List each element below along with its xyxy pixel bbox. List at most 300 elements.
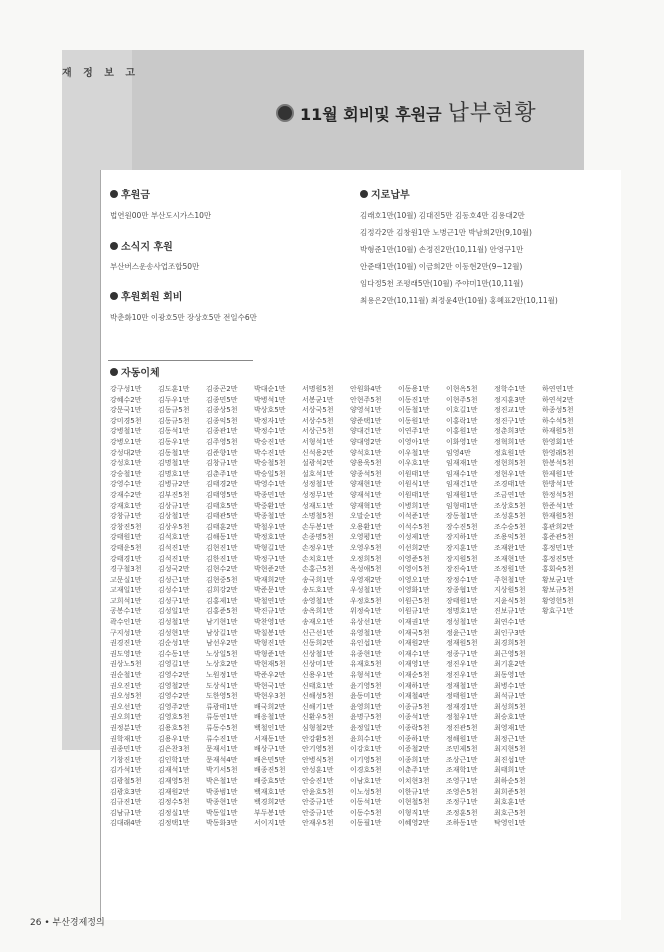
list-item: 김홍준5천 <box>206 607 238 616</box>
list-item: 장정수1만 <box>446 575 478 584</box>
list-item: 송재오1만 <box>302 618 334 627</box>
list-item: 양종석5천 <box>350 469 382 478</box>
list-item: 진보규1만 <box>494 607 526 616</box>
list-item: 김창규1만 <box>206 459 238 468</box>
list-item: 송옥희1만 <box>302 607 334 616</box>
list-item: 김상우5천 <box>158 522 190 531</box>
list-item: 안원화4만 <box>350 385 382 393</box>
list-item: 박정자1만 <box>254 416 286 425</box>
list-item: 유재호5천 <box>350 660 382 669</box>
footer-separator: • <box>44 918 53 928</box>
list-item: 안병식5천 <box>302 755 334 764</box>
list-item: 강병철1만 <box>110 427 142 436</box>
list-item: 김영수2만 <box>158 692 190 701</box>
list-item: 손치호1만 <box>302 554 334 563</box>
list-item: 한재원5천 <box>542 512 574 521</box>
list-item: 공봉수1만 <box>110 607 142 616</box>
list-item: 권순철1만 <box>110 671 142 680</box>
name-column <box>446 384 492 829</box>
list-item: 배종진5천 <box>254 766 286 775</box>
list-item: 김영호5천 <box>158 713 190 722</box>
list-item: 오정희5천 <box>350 554 382 563</box>
list-item: 이영이5천 <box>398 565 430 574</box>
list-item: 김정수5천 <box>158 798 190 807</box>
name-column <box>110 384 156 829</box>
list-item: 한방석1만 <box>542 480 574 489</box>
list-item: 이재국5천 <box>398 628 430 637</box>
list-item: 이원규1만 <box>398 607 430 616</box>
list-item: 조용익5천 <box>494 533 526 542</box>
list-item: 손정우1만 <box>302 543 334 552</box>
list-item: 조정훈5천 <box>446 808 478 817</box>
list-item: 이종하1만 <box>398 734 430 743</box>
list-item: 남상길1만 <box>206 628 238 637</box>
list-item: 노상호2만 <box>206 660 238 669</box>
giro-heading-label: 지로납부 <box>371 190 410 201</box>
list-item: 한제원1만 <box>542 469 574 478</box>
list-item: 조영구1만 <box>446 776 478 785</box>
list-item: 황효구1만 <box>542 607 574 616</box>
list-item: 박준우2만 <box>254 671 286 680</box>
list-item: 김정택1만 <box>158 819 190 828</box>
list-item: 강구성1만 <box>110 385 142 393</box>
bullet-icon <box>110 190 118 198</box>
list-item: 김동석1만 <box>158 427 190 436</box>
list-item: 고문실1만 <box>110 575 142 584</box>
list-item: 이동진1만 <box>398 395 430 404</box>
list-item: 조영은5천 <box>446 787 478 796</box>
list-item: 권오성5천 <box>110 692 142 701</box>
list-item: 박승진1만 <box>254 437 286 446</box>
list-item: 하수석5천 <box>542 416 574 425</box>
list-item: 이종락5천 <box>398 724 430 732</box>
list-item: 이석준1만 <box>398 512 430 521</box>
list-item: 이현주5천 <box>446 395 478 404</box>
list-item: 신태호1만 <box>302 681 334 690</box>
list-item: 경구철3천 <box>110 565 142 574</box>
name-column <box>302 384 348 829</box>
list-item: 김재원2만 <box>158 787 190 796</box>
list-item: 이현철5천 <box>398 798 430 807</box>
list-item: 김광철5천 <box>110 776 142 785</box>
list-item: 김동우1만 <box>158 437 190 446</box>
list-item: 김도훈1만 <box>158 385 190 393</box>
list-item: 박현준2만 <box>254 565 286 574</box>
list-item: 홍준관5천 <box>542 533 574 542</box>
list-item: 이재원2만 <box>398 639 430 648</box>
list-item: 김현수2만 <box>206 565 238 574</box>
list-item: 박병석1만 <box>254 395 286 404</box>
list-item: 강미경5천 <box>110 416 142 425</box>
list-item: 김종곤2만 <box>206 385 238 393</box>
list-item: 김영주2만 <box>158 702 190 711</box>
list-item: 박준문1만 <box>254 586 286 595</box>
list-item: 김대래4만 <box>110 819 142 828</box>
list-item: 김준향1만 <box>206 448 238 457</box>
list-item: 배상구1만 <box>254 745 286 754</box>
name-column <box>206 384 252 829</box>
list-item: 이우호1만 <box>398 459 430 468</box>
list-item: 박동화3만 <box>206 819 238 828</box>
list-item: 이재영1만 <box>398 660 430 669</box>
list-item: 노원정1만 <box>206 671 238 680</box>
list-item: 이원근5천 <box>398 596 430 605</box>
divider <box>108 360 253 361</box>
list-item: 조재학1만 <box>446 766 478 775</box>
list-item: 한영래5천 <box>542 448 574 457</box>
list-item: 조하동1만 <box>446 819 478 828</box>
list-item: 신해성5천 <box>302 692 334 701</box>
list-item: 홍회숙5천 <box>542 565 574 574</box>
list-item: 황보규5천 <box>542 586 574 595</box>
name-column <box>398 384 444 829</box>
list-item: 박현국1만 <box>254 681 286 690</box>
list-item: 심형철2만 <box>302 724 334 732</box>
list-item: 탁영인1만 <box>494 819 526 828</box>
list-item: 하재원5천 <box>542 427 574 436</box>
list-item: 김부진5천 <box>158 490 190 499</box>
list-item: 박종현1만 <box>206 798 238 807</box>
list-item: 권정분1만 <box>110 724 142 732</box>
list-item: 박영수1만 <box>254 480 286 489</box>
newsletter-heading <box>110 238 173 253</box>
list-item: 이영아1만 <box>398 437 430 446</box>
list-item: 남기현1만 <box>206 618 238 627</box>
list-item: 최승호1만 <box>494 713 526 722</box>
list-item: 유상선1만 <box>350 618 382 627</box>
list-item: 류수진1만 <box>206 734 238 743</box>
list-item: 홍정민1만 <box>542 543 574 552</box>
list-item: 최석규1만 <box>494 692 526 701</box>
list-item: 신상미1만 <box>302 660 334 669</box>
list-item: 정지훈3만 <box>494 395 526 404</box>
list-item: 안기영5천 <box>302 745 334 754</box>
list-item: 신환우5천 <box>302 713 334 722</box>
giro-line: 김래호1만(10월) 김대진5만 김동호4만 김용대2만 <box>360 211 525 220</box>
list-item: 유형석1만 <box>350 671 382 680</box>
list-item: 김성일1만 <box>158 607 190 616</box>
list-item: 이치현3천 <box>398 776 430 785</box>
giro-line: 임다정5천 조평래5만(10월) 주야미1만(10,11월) <box>360 279 524 288</box>
list-item: 임형태1만 <box>446 501 478 510</box>
list-item: 이호길1만 <box>446 406 478 415</box>
list-item: 정재경1만 <box>446 702 478 711</box>
list-item: 강성호1만 <box>110 459 142 468</box>
list-item: 윤기영5천 <box>350 681 382 690</box>
list-item: 김성철1만 <box>158 618 190 627</box>
list-item: 서이지1만 <box>254 819 286 828</box>
list-item: 한영회1만 <box>542 437 574 446</box>
list-item: 박동일1만 <box>206 808 238 817</box>
list-item: 한봉석5천 <box>542 459 574 468</box>
newsletter-heading-label: 소식지 후원 <box>121 242 173 253</box>
list-item: 류동연1만 <box>206 713 238 722</box>
list-item: 서형석1만 <box>302 437 334 446</box>
list-item: 지윤식5천 <box>494 596 526 605</box>
list-item: 정진교1만 <box>494 406 526 415</box>
list-item: 최병수1만 <box>494 681 526 690</box>
list-item: 장진숙1만 <box>446 565 478 574</box>
list-item: 조금연1만 <box>494 490 526 499</box>
list-item: 강성대2만 <box>110 448 142 457</box>
list-item: 서명원5천 <box>302 385 334 393</box>
sponsor-heading-label: 후원금 <box>121 190 150 201</box>
giro-heading <box>360 186 410 201</box>
list-item: 김성현1만 <box>158 628 190 637</box>
list-item: 정현우1만 <box>494 469 526 478</box>
list-item: 신상철1만 <box>302 649 334 658</box>
list-item: 손종명5천 <box>302 533 334 542</box>
list-item: 박종민1만 <box>254 490 286 499</box>
list-item: 조경태1만 <box>494 480 526 489</box>
list-item: 정윤근1만 <box>446 628 478 637</box>
list-item: 박재희2만 <box>254 575 286 584</box>
list-item: 김용우1만 <box>158 734 190 743</box>
list-item: 강태운5천 <box>110 543 142 552</box>
list-item: 김재석1만 <box>158 766 190 775</box>
newsletter-line: 부산버스운송사업조합50만 <box>110 262 200 271</box>
list-item: 최호훈1만 <box>494 798 526 807</box>
list-item: 이형직1만 <box>398 808 430 817</box>
list-item: 최호근5천 <box>494 808 526 817</box>
list-item: 김인학1만 <box>158 755 190 764</box>
list-item: 한정석5천 <box>542 490 574 499</box>
sponsor-line: 법연원00만 부산도시가스10만 <box>110 211 212 220</box>
list-item: 안재우5천 <box>302 819 334 828</box>
list-item: 박철우1만 <box>254 522 286 531</box>
list-item: 조수승5천 <box>494 522 526 531</box>
list-item: 이원태1만 <box>398 469 430 478</box>
list-item: 장수진5천 <box>446 522 478 531</box>
list-item: 임재수1만 <box>446 469 478 478</box>
list-item: 김가석1만 <box>110 766 142 775</box>
list-item: 정춘희3만 <box>494 427 526 436</box>
list-item: 강태경1만 <box>110 554 142 563</box>
list-item: 박종철1만 <box>254 512 286 521</box>
list-item: 정진관5천 <box>446 724 478 732</box>
list-item: 안중규1만 <box>302 798 334 807</box>
list-item: 정철우1만 <box>446 713 478 722</box>
list-item: 정태원1만 <box>446 692 478 701</box>
list-item: 이춘주1만 <box>398 766 430 775</box>
list-item: 하연석2만 <box>542 395 574 404</box>
list-item: 최성희5천 <box>494 702 526 711</box>
list-item: 최진섭1만 <box>494 755 526 764</box>
list-item: 안성훈1만 <box>302 766 334 775</box>
list-item: 양재석1만 <box>350 490 382 499</box>
list-item: 정효원1만 <box>494 448 526 457</box>
list-item: 신동희2만 <box>302 639 334 648</box>
list-item: 박형진1만 <box>254 639 286 648</box>
list-item: 양대영2만 <box>350 437 382 446</box>
list-item: 김홍제1만 <box>206 596 238 605</box>
giro-line: 김정각2만 김창원1만 노병근1만 박남희2만(9,10월) <box>360 228 532 237</box>
list-item: 김은찬3천 <box>158 745 190 754</box>
list-item: 김광호3만 <box>110 787 142 796</box>
list-item: 지상원5천 <box>494 586 526 595</box>
list-item: 박수진1만 <box>254 448 286 457</box>
list-item: 박정수1만 <box>254 427 286 436</box>
bullet-icon <box>110 242 118 250</box>
list-item: 장지훈1만 <box>446 543 478 552</box>
list-item: 임재재1만 <box>446 459 478 468</box>
list-item: 이재순5천 <box>398 671 430 680</box>
list-item: 서재동1만 <box>254 734 286 743</box>
list-item: 장종협1만 <box>446 586 478 595</box>
name-column <box>254 384 300 829</box>
footer <box>30 915 105 928</box>
giro-line: 안준태1만(10월) 이금희2만 이동현2만(9~12월) <box>360 262 523 271</box>
list-item: 이증철2만 <box>398 745 430 754</box>
list-item: 김동철1만 <box>158 448 190 457</box>
list-item: 김남규1만 <box>110 808 142 817</box>
name-column <box>542 384 588 829</box>
list-item: 이동석1만 <box>350 798 382 807</box>
list-item: 박대순1만 <box>254 385 286 393</box>
list-item: 최영재1만 <box>494 724 526 732</box>
list-item: 권경진1만 <box>110 639 142 648</box>
list-item: 이노성5천 <box>350 787 382 796</box>
list-item: 정재철1만 <box>446 681 478 690</box>
list-item: 배중효5만 <box>254 776 286 785</box>
list-item: 이동필1만 <box>350 819 382 828</box>
list-item: 김석진1만 <box>158 554 190 563</box>
publication-name: 부산경제정의 <box>52 918 105 928</box>
list-item: 윤희수1만 <box>350 734 382 743</box>
list-item: 노상일5천 <box>206 649 238 658</box>
list-item: 강승철1만 <box>110 469 142 478</box>
list-item: 서상국5천 <box>302 406 334 415</box>
list-item: 김병규2만 <box>158 480 190 489</box>
list-item: 오영평1만 <box>350 533 382 542</box>
list-item: 오용환1만 <box>350 522 382 531</box>
list-item: 조성훈5천 <box>494 512 526 521</box>
auto-transfer-heading-label: 자동이체 <box>121 368 160 379</box>
list-item: 안현주5천 <box>350 395 382 404</box>
list-item: 성재도1만 <box>302 501 334 510</box>
list-item: 권오희1만 <box>110 713 142 722</box>
title-big: 납부현황 <box>447 101 537 126</box>
list-item: 김정실1만 <box>158 808 190 817</box>
list-item: 강태원1만 <box>110 533 142 542</box>
list-item: 조정원1만 <box>494 565 526 574</box>
list-item: 양재혁1만 <box>350 501 382 510</box>
list-item: 김현진1만 <box>206 543 238 552</box>
list-item: 최동영1만 <box>494 671 526 680</box>
list-item: 이혜영2만 <box>398 819 430 828</box>
list-item: 배국희2만 <box>254 702 286 711</box>
list-item: 윤동미1만 <box>350 692 382 701</box>
list-item: 강병오1만 <box>110 437 142 446</box>
list-item: 박정구1만 <box>254 554 286 563</box>
list-item: 조정구1만 <box>446 798 478 807</box>
list-item: 이재하1만 <box>398 681 430 690</box>
name-column <box>350 384 396 829</box>
list-item: 최인구3만 <box>494 628 526 637</box>
giro-line: 최용은2만(10,11월) 최정윤4만(10월) 홍혜표2만(10,11월) <box>360 296 558 305</box>
list-item: 최태희1만 <box>494 766 526 775</box>
list-item: 임재건1만 <box>446 480 478 489</box>
list-item: 권종민1만 <box>110 745 142 754</box>
list-item: 김수동1만 <box>158 649 190 658</box>
list-item: 서봉균1만 <box>302 395 334 404</box>
list-item: 강재수2만 <box>110 490 142 499</box>
list-item: 최기훈2만 <box>494 660 526 669</box>
list-item: 배은민5만 <box>254 755 286 764</box>
list-item: 안승진1만 <box>302 776 334 785</box>
list-item: 최정근1만 <box>494 734 526 743</box>
list-item: 강창진5천 <box>110 522 142 531</box>
list-item: 정진우1만 <box>446 671 478 680</box>
list-item: 김영길1만 <box>158 660 190 669</box>
list-item: 소명철5천 <box>302 512 334 521</box>
list-item: 안중규1만 <box>302 808 334 817</box>
list-item: 김태영5만 <box>206 490 238 499</box>
list-item: 우정호5천 <box>350 596 382 605</box>
list-item: 한준석1만 <box>542 501 574 510</box>
list-item: 정진우1만 <box>446 660 478 669</box>
list-item: 곽수인1만 <box>110 618 142 627</box>
list-item: 양석호1만 <box>350 448 382 457</box>
list-item: 조상호5천 <box>494 501 526 510</box>
list-item: 김용호5천 <box>158 724 190 732</box>
list-item: 김석진1만 <box>158 543 190 552</box>
list-item: 이현옥5천 <box>446 385 478 393</box>
list-item: 부두봉1만 <box>254 808 286 817</box>
list-item: 이연주1만 <box>398 427 430 436</box>
list-item: 도한영5천 <box>206 692 238 701</box>
list-item: 이재철4만 <box>398 692 430 701</box>
list-item: 장동철1만 <box>446 512 478 521</box>
list-item: 오영우5천 <box>350 543 382 552</box>
list-item: 권도영1만 <box>110 649 142 658</box>
list-item: 이기영5천 <box>350 755 382 764</box>
title-main: 11월 회비및 후원금 <box>300 105 442 124</box>
list-item: 정진구1만 <box>494 416 526 425</box>
giro-line: 박형준1만(10월) 손정진2만(10,11월) 안영구1만 <box>360 245 524 254</box>
list-item: 조상근1만 <box>446 755 478 764</box>
list-item: 손홍근5천 <box>302 565 334 574</box>
list-item: 이병희1만 <box>398 501 430 510</box>
list-item: 주현철1만 <box>494 575 526 584</box>
list-item: 김성수1만 <box>158 586 190 595</box>
list-item: 정종구1만 <box>446 649 478 658</box>
name-column <box>494 384 540 829</box>
name-column <box>158 384 204 829</box>
list-item: 박찬영1만 <box>254 618 286 627</box>
list-item: 신석용2만 <box>302 448 334 457</box>
list-item: 윤정일1만 <box>350 724 382 732</box>
bullet-icon <box>110 368 118 376</box>
list-item: 이우철1만 <box>398 448 430 457</box>
list-item: 도상식1만 <box>206 681 238 690</box>
list-item: 박승철5천 <box>254 459 286 468</box>
list-item: 백재호1만 <box>254 787 286 796</box>
list-item: 정재원5천 <box>446 639 478 648</box>
list-item: 김성국2만 <box>158 565 190 574</box>
list-item: 문재석4만 <box>206 755 238 764</box>
list-item: 이한규1만 <box>398 787 430 796</box>
list-item: 김명철1만 <box>158 459 190 468</box>
list-item: 강재호1만 <box>110 501 142 510</box>
list-item: 조민제5천 <box>446 745 478 754</box>
list-item: 장지하1만 <box>446 533 478 542</box>
list-item: 이화영1만 <box>446 437 478 446</box>
list-item: 김현중5천 <box>206 575 238 584</box>
list-item: 백철인1만 <box>254 724 286 732</box>
list-item: 최연수1만 <box>494 618 526 627</box>
list-item: 박종범1만 <box>206 787 238 796</box>
